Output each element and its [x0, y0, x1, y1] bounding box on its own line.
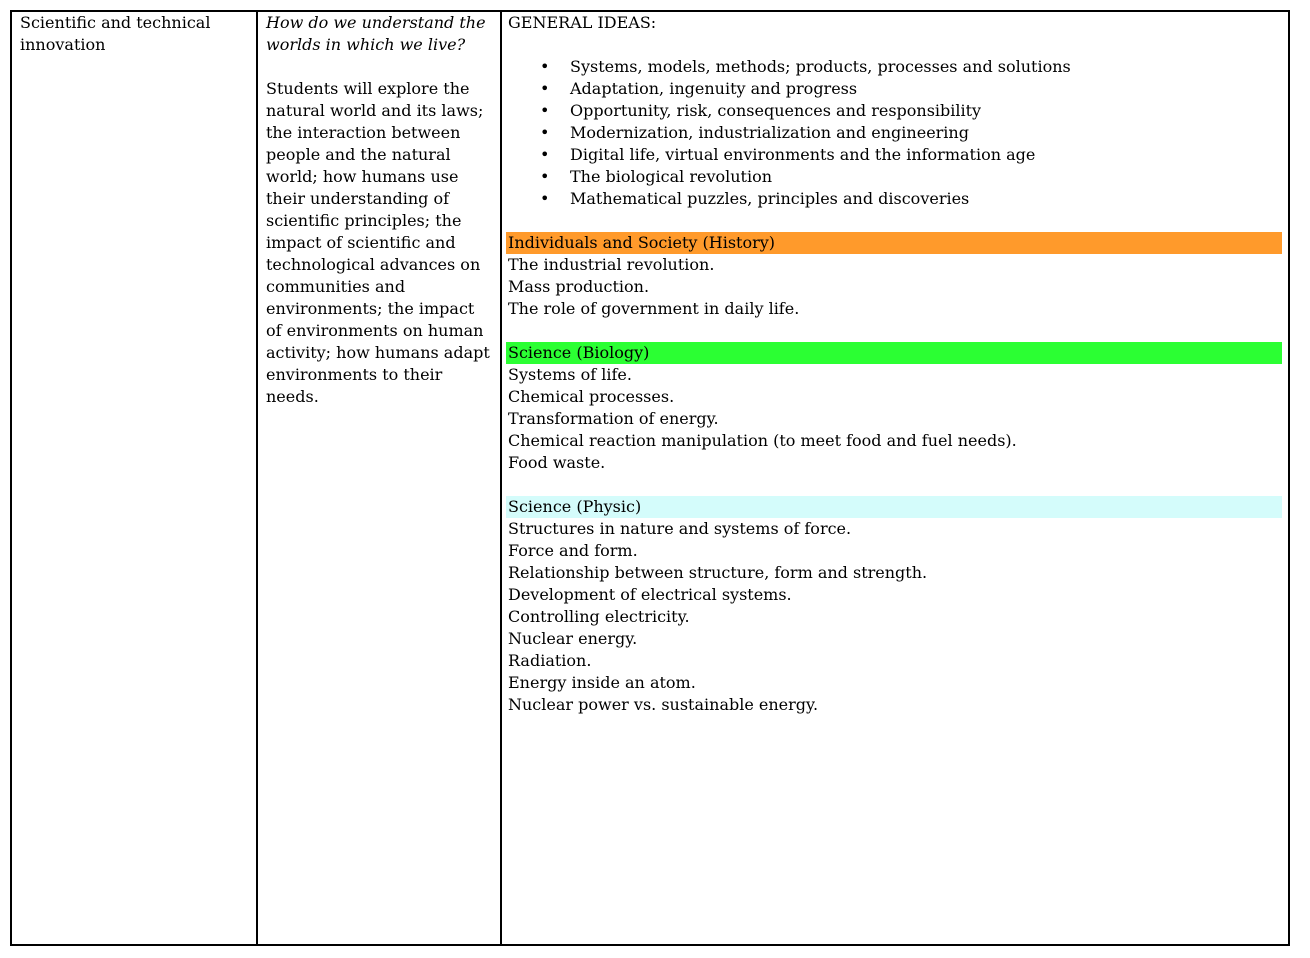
list-item: Nuclear energy. — [508, 629, 638, 648]
bullet-icon: • — [540, 145, 550, 164]
theme-text: Scientific and technical innovation — [20, 13, 211, 54]
list-item: Development of electrical systems. — [508, 585, 792, 604]
bullet-icon: • — [540, 79, 550, 98]
list-item: Force and form. — [508, 541, 638, 560]
section-heading-history: Individuals and Society (History) — [506, 232, 1282, 254]
list-item: Nuclear power vs. sustainable energy. — [508, 695, 819, 714]
list-item: The industrial revolution. — [508, 255, 715, 274]
general-ideas-heading: GENERAL IDEAS: — [508, 13, 657, 32]
list-item: Chemical processes. — [508, 387, 675, 406]
context-description: Students will explore the natural world and its laws; the interaction between people and the natural world; how humans use their understanding of scientific principles; the impact of scientific and technological advances on communities and environments; the impact of environments on human activity; how humans adapt environments to their needs. — [266, 79, 490, 406]
list-item: • Mathematical puzzles, principles and discoveries — [540, 189, 970, 208]
list-item: • The biological revolution — [540, 167, 773, 186]
section-heading-physics: Science (Physic) — [506, 496, 1282, 518]
list-item: The role of government in daily life. — [508, 299, 800, 318]
theme-cell — [12, 12, 258, 944]
section-heading-biology: Science (Biology) — [506, 342, 1282, 364]
bullet-icon: • — [540, 189, 550, 208]
bullet-icon: • — [540, 167, 550, 186]
list-item: • Digital life, virtual environments and the information age — [540, 145, 1036, 164]
list-item: Food waste. — [508, 453, 606, 472]
guiding-question: How do we understand the worlds in which we live? — [266, 13, 486, 54]
bullet-icon: • — [540, 57, 550, 76]
content-cell — [502, 12, 1288, 944]
list-item: Relationship between structure, form and strength. — [508, 563, 928, 582]
list-item: • Opportunity, risk, consequences and responsibility — [540, 101, 982, 120]
list-item: Systems of life. — [508, 365, 632, 384]
list-item: • Modernization, industrialization and engineering — [540, 123, 969, 142]
list-item: Mass production. — [508, 277, 650, 296]
list-item: • Systems, models, methods; products, processes and solutions — [540, 57, 1071, 76]
curriculum-table — [10, 10, 1290, 946]
bullet-icon: • — [540, 123, 550, 142]
list-item: Energy inside an atom. — [508, 673, 696, 692]
context-cell — [258, 12, 502, 944]
list-item: Radiation. — [508, 651, 592, 670]
list-item: Structures in nature and systems of force. — [508, 519, 852, 538]
general-ideas-list — [508, 56, 1282, 210]
list-item: Controlling electricity. — [508, 607, 690, 626]
list-item: Transformation of energy. — [508, 409, 719, 428]
list-item: • Adaptation, ingenuity and progress — [540, 79, 858, 98]
bullet-icon: • — [540, 101, 550, 120]
list-item: Chemical reaction manipulation (to meet food and fuel needs). — [508, 431, 1017, 450]
